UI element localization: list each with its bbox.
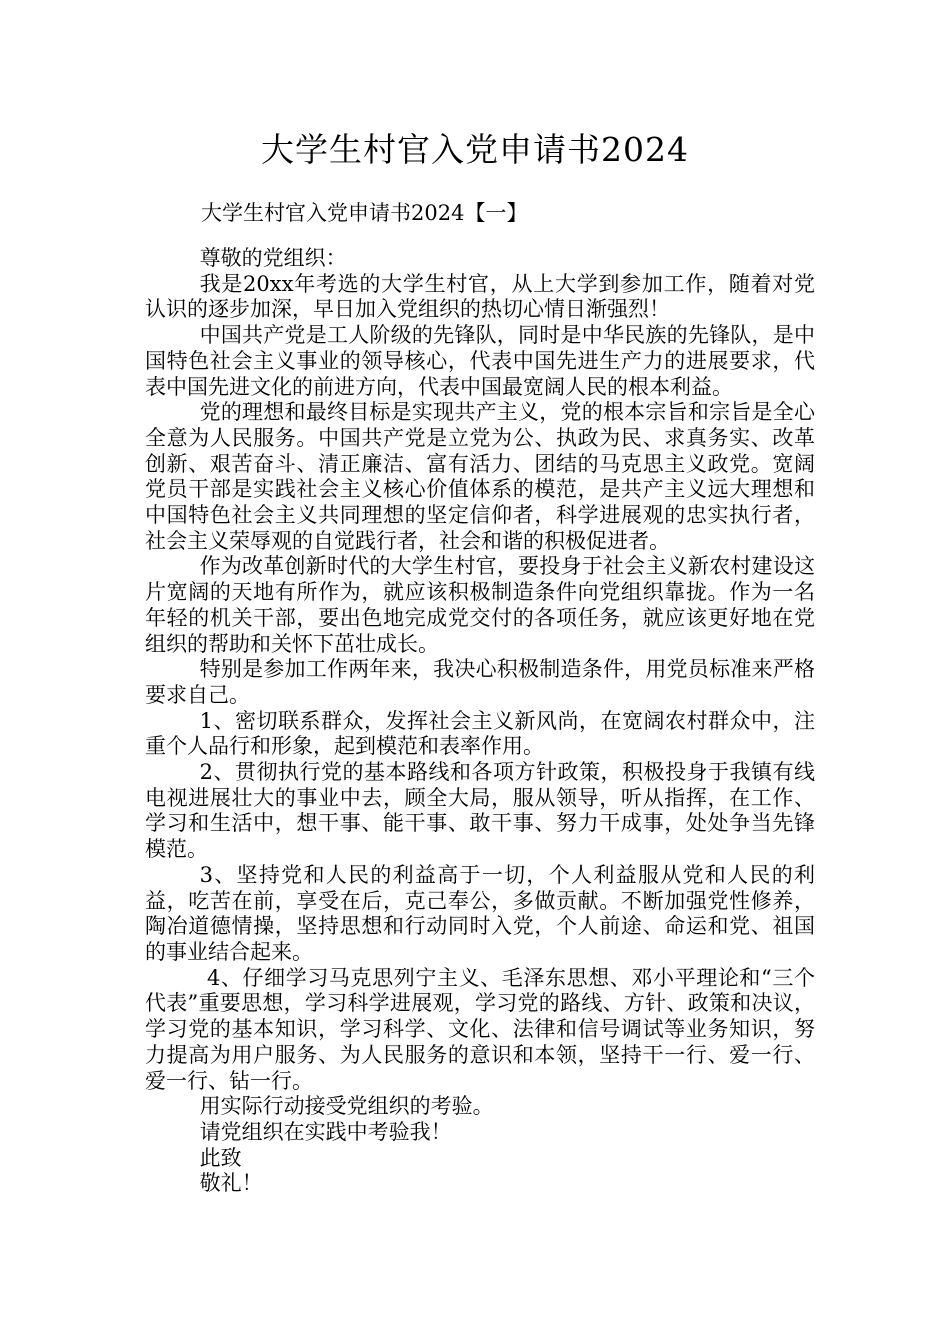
- paragraph: 用实际行动接受党组织的考验。: [199, 1094, 494, 1119]
- paragraph: 作为改革创新时代的大学生村官，要投身于社会主义新农村建设这片宽阔的天地有所作为，就应该积极制造条件向党组织靠拢。作为一名年轻的机关干部，要出色地完成党交付的各项任务，就应该更好地在党组织的帮助和关怀下茁壮成长。: [145, 554, 815, 656]
- paragraph: 党的理想和最终目标是实现共产主义，党的根本宗旨和宗旨是全心全意为人民服务。中国共产党是立党为公、执政为民、求真务实、改革创新、艰苦奋斗、清正廉洁、富有活力、团结的马克思主义政党。宽阔党员干部是实践社会主义核心价值体系的模范，是共产主义远大理想和中国特色社会主义共同理想的坚定信仰者，科学进展观的忠实执行者，社会主义荣辱观的自觉践行者，社会和谐的积极促进者。: [145, 400, 815, 553]
- list-item: 3、坚持党和人民的利益高于一切，个人利益服从党和人民的利益，吃苦在前，享受在后，克己奉公，多做贡献。不断加强党性修养，陶冶道德情操，坚持思想和行动同时入党，个人前途、命运和党、祖国的事业结合起来。: [145, 862, 815, 964]
- closing-salute: 敬礼！: [199, 1171, 263, 1196]
- document-title: 大学生村官入党申请书2024: [261, 130, 689, 169]
- document-subtitle: 大学生村官入党申请书2024【一】: [201, 201, 528, 225]
- list-item: 4、仔细学习马克思列宁主义、毛泽东思想、邓小平理论和“三个代表”重要思想，学习科学进展观，学习党的路线、方针、政策和决议，学习党的基本知识，学习科学、文化、法律和信号调试等业务知识，努力提高为用户服务、为人民服务的意识和本领，坚持干一行、爱一行、爱一行、钻一行。: [145, 965, 815, 1093]
- salutation: 尊敬的党组织：: [199, 246, 347, 270]
- closing-line: 此致: [199, 1145, 242, 1170]
- paragraph: 特别是参加工作两年来，我决心积极制造条件，用党员标准来严格要求自己。: [145, 657, 815, 707]
- paragraph: 我是20xx年考选的大学生村官，从上大学到参加工作，随着对党认识的逐步加深，早日加入党组织的热切心情日渐强烈！: [145, 271, 815, 322]
- paragraph: 请党组织在实践中考验我！: [199, 1119, 452, 1144]
- document-body: [145, 246, 815, 1197]
- list-item: 2、贯彻执行党的基本路线和各项方针政策，积极投身于我镇有线电视进展壮大的事业中去，顾全大局，服从领导，听从指挥，在工作、学习和生活中，想干事、能干事、敢干事、努力干成事，处处争当先锋模范。: [145, 760, 815, 862]
- paragraph: 中国共产党是工人阶级的先锋队，同时是中华民族的先锋队，是中国特色社会主义事业的领导核心，代表中国先进生产力的进展要求，代表中国先进文化的前进方向，代表中国最宽阔人民的根本利益。: [145, 323, 815, 399]
- list-item: 1、密切联系群众，发挥社会主义新风尚，在宽阔农村群众中，注重个人品行和形象，起到模范和表率作用。: [145, 708, 815, 759]
